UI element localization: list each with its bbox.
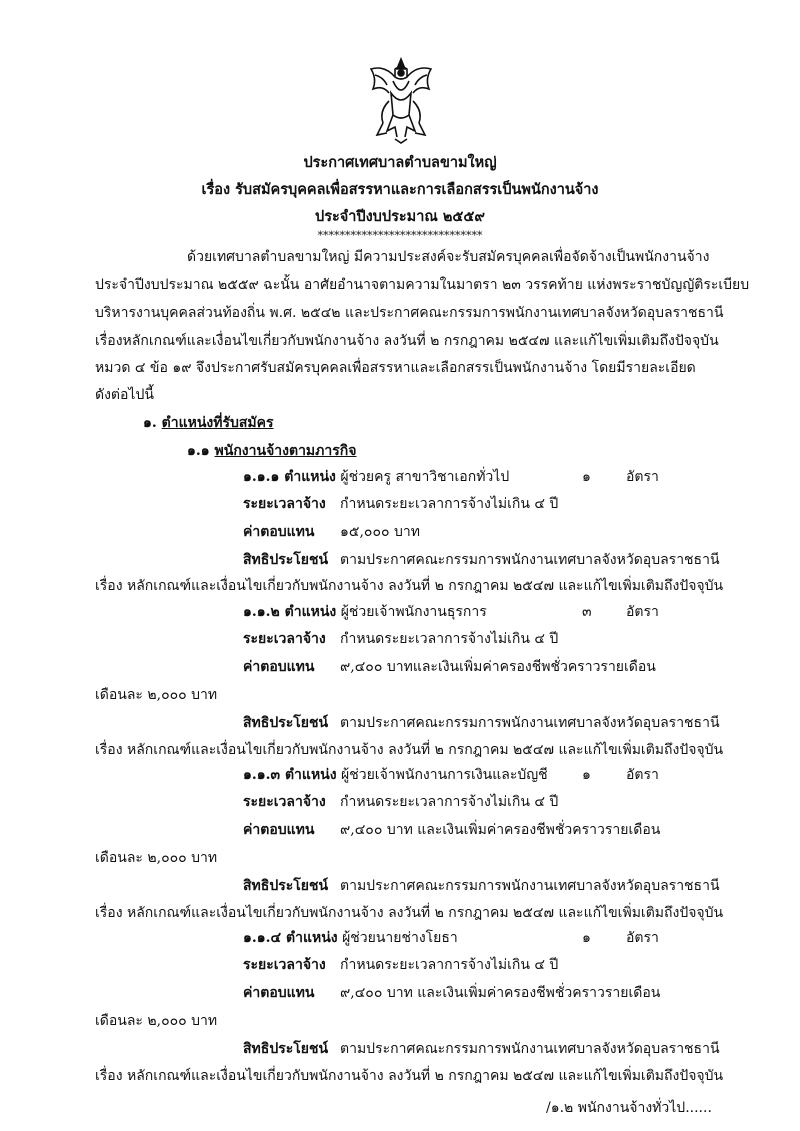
position-4-benefit: ตามประกาศคณะกรรมการพนักงานเทศบาลจังหวัดอุบลราชธานี (340, 1041, 720, 1057)
position-3-pay-cont: เดือนละ ๒,๐๐๐ บาท (95, 850, 218, 866)
position-1-benefit-cont: เรื่อง หลักเกณฑ์และเงื่อนไขเกี่ยวกับพนักงานจ้าง ลงวันที่ ๒ กรกฎาคม ๒๕๔๗ และแก้ไขเพิ่มเติมถึงปัจจุบัน (95, 578, 724, 594)
position-1-duration: กำหนดระยะเวลาการจ้างไม่เกิน ๔ ปี (340, 496, 559, 512)
intro-line-6: ดังต่อไปนี้ (95, 387, 154, 403)
position-1-pay: ๑๕,๐๐๐ บาท (340, 524, 420, 540)
position-2-benefit: ตามประกาศคณะกรรมการพนักงานเทศบาลจังหวัดอุบลราชธานี (340, 715, 720, 731)
position-3-benefit-label: สิทธิประโยชน์ (243, 878, 329, 894)
position-4-count: ๑ (582, 930, 591, 946)
position-1-pay-label: ค่าตอบแทน (243, 524, 315, 540)
position-3-benefit-cont: เรื่อง หลักเกณฑ์และเงื่อนไขเกี่ยวกับพนักงานจ้าง ลงวันที่ ๒ กรกฎาคม ๒๕๔๗ และแก้ไขเพิ่มเติมถึงปัจจุบัน (95, 905, 724, 921)
position-1-benefit-label: สิทธิประโยชน์ (243, 552, 329, 568)
intro-line-2: ประจำปีงบประมาณ ๒๕๕๙ ฉะนั้น อาศัยอำนาจตามความในมาตรา ๒๓ วรรคท้าย แห่งพระราชบัญญัติระเบียบ (95, 277, 750, 293)
position-2-row (243, 601, 487, 623)
position-4-row (243, 927, 458, 949)
position-3-count: ๑ (582, 767, 591, 783)
position-4-count-unit: อัตรา (626, 930, 659, 946)
section-1-1-heading (187, 440, 356, 462)
garuda-emblem-icon (365, 55, 437, 145)
position-3-row (243, 764, 548, 786)
divider-stars: ****************************** (317, 229, 483, 242)
position-2-pay-cont: เดือนละ ๒,๐๐๐ บาท (95, 687, 218, 703)
position-4-pay: ๙,๔๐๐ บาท และเงินเพิ่มค่าครองชีพชั่วคราวรายเดือน (340, 985, 661, 1001)
position-2-benefit-label: สิทธิประโยชน์ (243, 715, 329, 731)
position-1-count: ๑ (582, 469, 591, 485)
position-1-duration-label: ระยะเวลาจ้าง (243, 496, 326, 512)
section-1-1-title: พนักงานจ้างตามภารกิจ (214, 443, 357, 459)
position-1-code: ๑.๑.๑ ตำแหน่ง (243, 469, 336, 485)
position-1-benefit: ตามประกาศคณะกรรมการพนักงานเทศบาลจังหวัดอุบลราชธานี (340, 552, 720, 568)
position-1-count-unit: อัตรา (626, 469, 659, 485)
position-2-duration-label: ระยะเวลาจ้าง (243, 631, 326, 647)
position-2-pay: ๙,๔๐๐ บาทและเงินเพิ่มค่าครองชีพชั่วคราวรายเดือน (340, 659, 656, 675)
position-2-pay-label: ค่าตอบแทน (243, 659, 315, 675)
position-2-duration: กำหนดระยะเวลาการจ้างไม่เกิน ๔ ปี (340, 631, 559, 647)
position-2-benefit-cont: เรื่อง หลักเกณฑ์และเงื่อนไขเกี่ยวกับพนักงานจ้าง ลงวันที่ ๒ กรกฎาคม ๒๕๔๗ และแก้ไขเพิ่มเติมถึงปัจจุบัน (95, 742, 724, 758)
position-2-count: ๓ (582, 604, 592, 620)
fiscal-year: ประจำปีงบประมาณ ๒๕๕๙ (314, 208, 485, 225)
announcement-subject: เรื่อง รับสมัครบุคคลเพื่อสรรหาและการเลือกสรรเป็นพนักงานจ้าง (201, 181, 599, 198)
section-1-heading (143, 412, 274, 434)
intro-line-4: เรื่องหลักเกณฑ์และเงื่อนไขเกี่ยวกับพนักงานจ้าง ลงวันที่ ๒ กรกฎาคม ๒๕๔๗ และแก้ไขเพิ่มเติมถึงปัจจุบัน (95, 333, 719, 349)
position-4-benefit-cont: เรื่อง หลักเกณฑ์และเงื่อนไขเกี่ยวกับพนักงานจ้าง ลงวันที่ ๒ กรกฎาคม ๒๕๔๗ และแก้ไขเพิ่มเติมถึงปัจจุบัน (95, 1068, 724, 1084)
position-4-pay-cont: เดือนละ ๒,๐๐๐ บาท (95, 1013, 218, 1029)
position-4-duration: กำหนดระยะเวลาการจ้างไม่เกิน ๔ ปี (340, 957, 559, 973)
section-1-1-number: ๑.๑ (187, 443, 210, 459)
position-3-benefit: ตามประกาศคณะกรรมการพนักงานเทศบาลจังหวัดอุบลราชธานี (340, 878, 720, 894)
announcement-title: ประกาศเทศบาลตำบลขามใหญ่ (303, 154, 497, 171)
position-3-duration: กำหนดระยะเวลาการจ้างไม่เกิน ๔ ปี (340, 794, 559, 810)
intro-line-3: บริหารงานบุคคลส่วนท้องถิ่น พ.ศ. ๒๕๔๒ และประกาศคณะกรรมการพนักงานเทศบาลจังหวัดอุบลราชธานี (95, 305, 724, 321)
position-2-code: ๑.๑.๒ ตำแหน่ง (243, 604, 337, 620)
position-3-code: ๑.๑.๓ ตำแหน่ง (243, 767, 337, 783)
intro-line-5: หมวด ๔ ข้อ ๑๙ จึงประกาศรับสมัครบุคคลเพื่อสรรหาและเลือกสรรเป็นพนักงานจ้าง โดยมีรายละเอียด (95, 360, 696, 376)
position-1-row (243, 466, 509, 488)
section-1-number: ๑. (143, 415, 157, 431)
position-4-name: ผู้ช่วยนายช่างโยธา (342, 930, 458, 946)
intro-line-1: ด้วยเทศบาลตำบลขามใหญ่ มีความประสงค์จะรับสมัครบุคคลเพื่อจัดจ้างเป็นพนักงานจ้าง (187, 249, 710, 265)
position-4-code: ๑.๑.๔ ตำแหน่ง (243, 930, 338, 946)
position-3-duration-label: ระยะเวลาจ้าง (243, 794, 326, 810)
position-4-duration-label: ระยะเวลาจ้าง (243, 957, 326, 973)
position-4-benefit-label: สิทธิประโยชน์ (243, 1041, 329, 1057)
section-1-title: ตำแหน่งที่รับสมัคร (161, 415, 274, 431)
position-3-pay: ๙,๔๐๐ บาท และเงินเพิ่มค่าครองชีพชั่วคราวรายเดือน (340, 822, 661, 838)
position-2-name: ผู้ช่วยเจ้าพนักงานธุรการ (340, 604, 487, 620)
position-1-name: ผู้ช่วยครู สาขาวิชาเอกทั่วไป (340, 469, 510, 485)
position-3-name: ผู้ช่วยเจ้าพนักงานการเงินและบัญชี (341, 767, 548, 783)
next-page-marker: /๑.๒ พนักงานจ้างทั่วไป...... (546, 1100, 712, 1116)
position-2-count-unit: อัตรา (626, 604, 659, 620)
position-4-pay-label: ค่าตอบแทน (243, 985, 315, 1001)
position-3-pay-label: ค่าตอบแทน (243, 822, 315, 838)
position-3-count-unit: อัตรา (626, 767, 659, 783)
